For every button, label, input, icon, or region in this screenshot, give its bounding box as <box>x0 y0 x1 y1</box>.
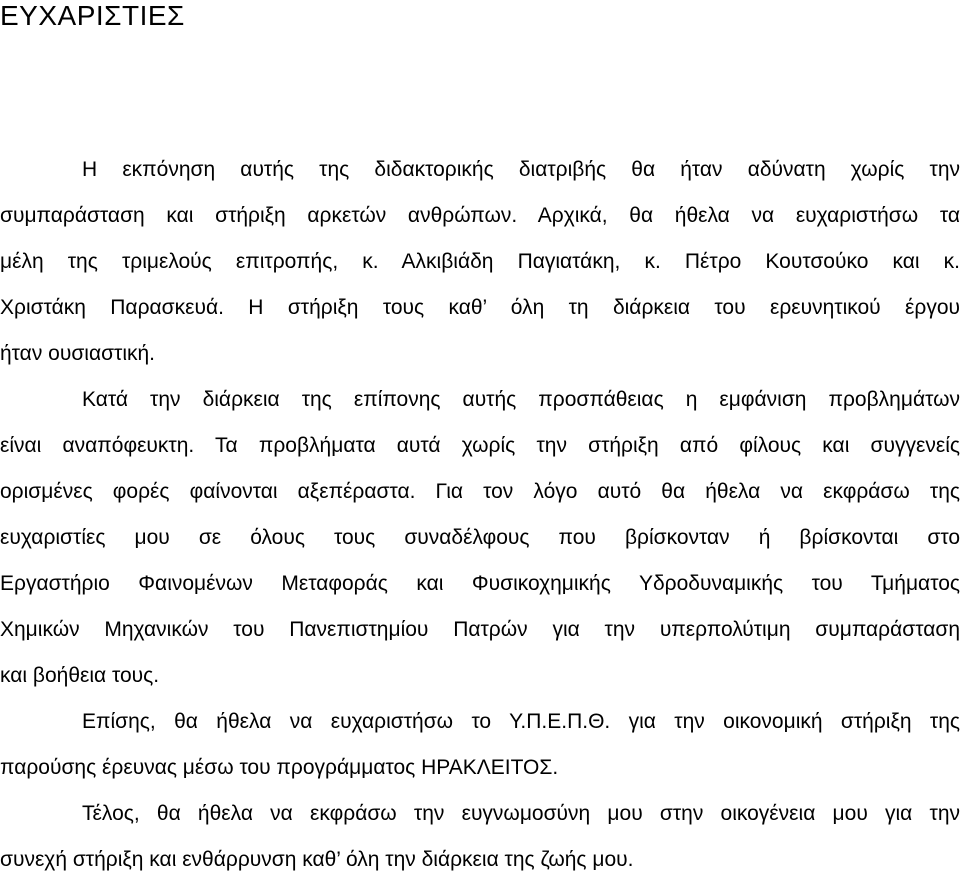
paragraph-1-line-1: Η εκπόνηση αυτής της διδακτορικής διατριβής θα ήταν αδύνατη χωρίς την <box>82 158 960 181</box>
paragraph-2-line-6: Χημικών Μηχανικών του Πανεπιστημίου Πατρών για την υπερπολύτιμη συμπαράσταση <box>0 618 960 641</box>
paragraph-2-line-7: και βοήθεια τους. <box>0 664 160 687</box>
paragraph-2-line-1: Κατά την διάρκεια της επίπονης αυτής προσπάθειας η εμφάνιση προβλημάτων <box>82 388 960 411</box>
paragraph-1-line-5: ήταν ουσιαστική. <box>0 342 156 365</box>
paragraph-3-line-1: Επίσης, θα ήθελα να ευχαριστήσω το Υ.Π.Ε.Π.Θ. για την οικονομική στήριξη της <box>82 710 960 733</box>
paragraph-1-line-2: συμπαράσταση και στήριξη αρκετών ανθρώπων. Αρχικά, θα ήθελα να ευχαριστήσω τα <box>0 204 960 227</box>
paragraph-1-line-4: Χριστάκη Παρασκευά. Η στήριξη τους καθ’ όλη τη διάρκεια του ερευνητικού έργου <box>0 296 960 319</box>
paragraph-2-line-4: ευχαριστίες μου σε όλους τους συναδέλφους που βρίσκονταν ή βρίσκονται στο <box>0 526 960 549</box>
paragraph-4-line-2: συνεχή στήριξη και ενθάρρυνση καθ’ όλη την διάρκεια της ζωής μου. <box>0 848 634 871</box>
page-title: ΕΥΧΑΡΙΣΤΙΕΣ <box>0 0 185 31</box>
paragraph-1-line-3: μέλη της τριμελούς επιτροπής, κ. Αλκιβιάδη Παγιατάκη, κ. Πέτρο Κουτσούκο και κ. <box>0 250 960 273</box>
paragraph-2-line-3: ορισμένες φορές φαίνονται αξεπέραστα. Για τον λόγο αυτό θα ήθελα να εκφράσω της <box>0 480 960 503</box>
paragraph-2-line-5: Εργαστήριο Φαινομένων Μεταφοράς και Φυσικοχημικής Υδροδυναμικής του Τμήματος <box>0 572 960 595</box>
paragraph-3-line-2: παρούσης έρευνας μέσω του προγράμματος ΗΡΑΚΛΕΙΤΟΣ. <box>0 756 559 779</box>
paragraph-2-line-2: είναι αναπόφευκτη. Τα προβλήματα αυτά χωρίς την στήριξη από φίλους και συγγενείς <box>0 434 960 457</box>
paragraph-4-line-1: Τέλος, θα ήθελα να εκφράσω την ευγνωμοσύνη μου στην οικογένεια μου για την <box>82 802 960 825</box>
